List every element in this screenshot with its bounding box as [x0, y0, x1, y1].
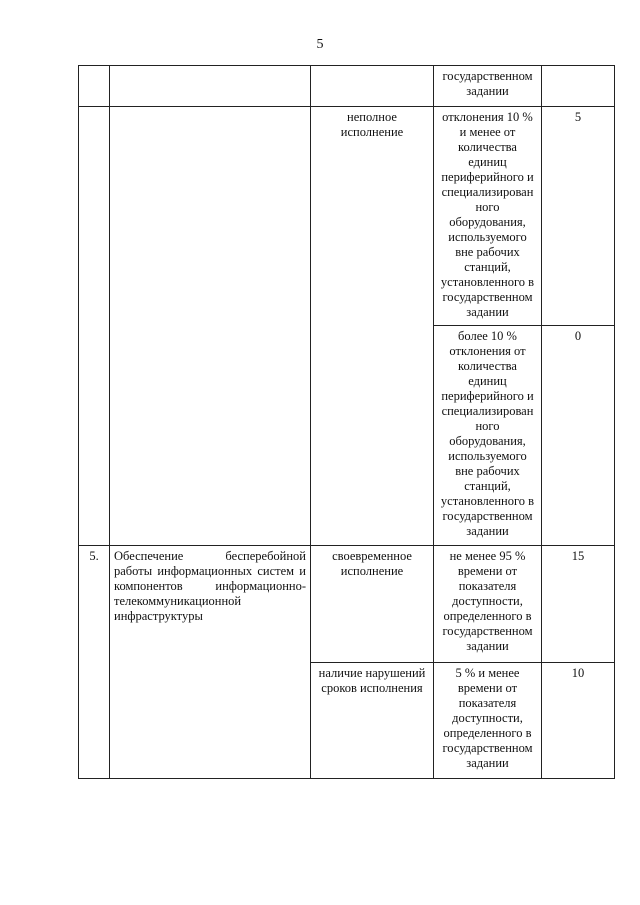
execution-status-cell: неполное исполнение — [311, 107, 434, 546]
table-row — [79, 546, 615, 663]
criterion-cell: 5 % и менее времени от показателя доступности, определенного в государственном задании — [434, 663, 542, 779]
criterion-cell: государственном задании — [434, 66, 542, 107]
indicator-name-line: компонентов информационно- — [114, 579, 306, 593]
execution-status-cell — [311, 66, 434, 107]
table-row — [79, 107, 615, 326]
score-cell: 15 — [542, 546, 615, 663]
table-row — [79, 66, 615, 107]
page-number: 5 — [316, 37, 324, 52]
row-number-cell: 5. — [79, 546, 110, 779]
indicator-name-cell — [110, 546, 311, 779]
execution-status-cell: наличие нарушений сроков исполнения — [311, 663, 434, 779]
indicator-name-line: работы информационных систем и — [114, 564, 306, 578]
indicator-name-cell — [110, 107, 311, 546]
score-cell: 0 — [542, 326, 615, 546]
indicator-name-line: инфраструктуры — [114, 609, 203, 623]
execution-status-cell: своевременное исполнение — [311, 546, 434, 663]
row-number-cell — [79, 107, 110, 546]
indicator-name-line: Обеспечение бесперебойной — [114, 549, 306, 563]
score-cell: 10 — [542, 663, 615, 779]
score-cell — [542, 66, 615, 107]
criterion-cell: более 10 % отклонения от количества единиц периферийного и специализирован ного оборудования, используемого вне рабочих станций, установленного в государственном задании — [434, 326, 542, 546]
criterion-cell: отклонения 10 % и менее от количества единиц периферийного и специализирован ного оборудования, используемого вне рабочих станций, установленного в государственном задании — [434, 107, 542, 326]
criteria-table — [78, 65, 615, 779]
criterion-cell: не менее 95 % времени от показателя доступности, определенного в государственном задании — [434, 546, 542, 663]
row-number-cell — [79, 66, 110, 107]
score-cell: 5 — [542, 107, 615, 326]
indicator-name-line: телекоммуникационной — [114, 594, 242, 608]
indicator-name-cell — [110, 66, 311, 107]
